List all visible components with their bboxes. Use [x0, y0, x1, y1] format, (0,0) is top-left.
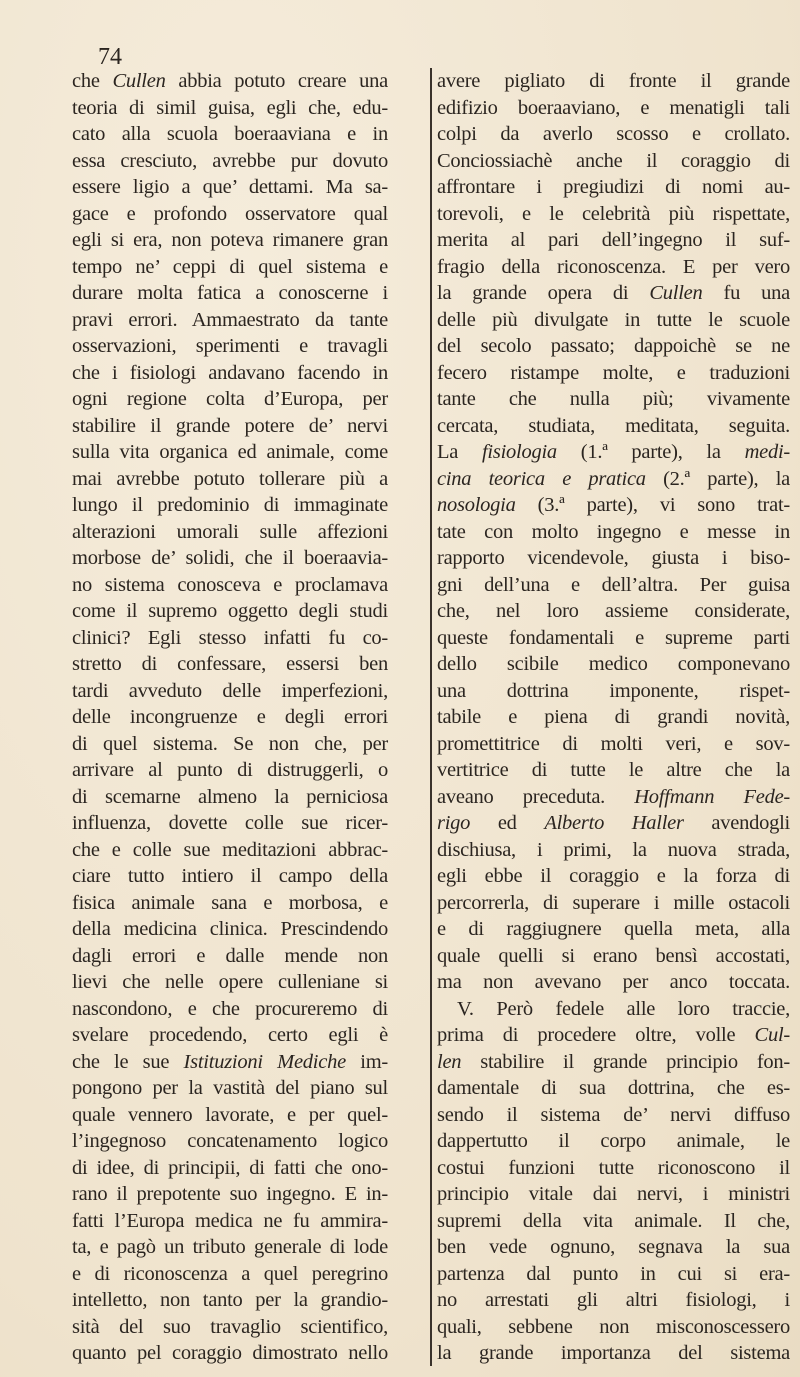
text-line — [437, 943, 790, 970]
text-line — [437, 863, 790, 890]
text-line — [437, 784, 790, 811]
text-line — [72, 1208, 388, 1235]
text-line — [72, 704, 388, 731]
text-segment: sendo il sistema de’ nervi diffuso — [437, 1103, 790, 1126]
text-segment: (1.ª parte), la — [556, 441, 745, 463]
text-segment: affrontare i pregiudizi di nomi au- — [437, 176, 790, 198]
text-segment: lievi che nelle opere culleniane si — [72, 971, 388, 993]
text-line — [437, 280, 790, 307]
text-segment: torevoli, e le celebrità più rispettate, — [437, 202, 790, 225]
text-segment: vertitrice di tutte le altre che la — [437, 759, 790, 781]
text-line — [72, 651, 388, 678]
text-line — [437, 227, 790, 254]
text-segment: aveano preceduta. — [437, 785, 635, 808]
text-line — [72, 545, 388, 572]
text-line — [437, 201, 790, 228]
text-segment: cato alla scuola boeraaviana e in — [72, 123, 388, 145]
italic-text: medi- — [744, 441, 790, 463]
text-segment: quale vennero lavorate, e per quel- — [72, 1103, 388, 1126]
text-line — [437, 731, 790, 758]
text-segment: l’ingegnoso concatenamento logico — [72, 1130, 388, 1152]
text-line — [72, 68, 388, 95]
text-line — [437, 492, 790, 519]
text-line — [72, 148, 388, 175]
italic-text: len — [437, 1050, 462, 1073]
text-line — [437, 1128, 790, 1155]
text-segment: la grande opera di — [437, 282, 650, 304]
text-line — [437, 1022, 790, 1049]
text-line — [437, 757, 790, 784]
text-segment: quali, sebbene non misconoscessero — [437, 1315, 790, 1338]
text-line — [72, 307, 388, 334]
text-segment: delle più divulgate in tutte le scuole — [437, 308, 790, 331]
text-segment: rapporto vicendevole, giusta i biso- — [437, 547, 790, 569]
text-line — [72, 1181, 388, 1208]
text-segment: di scemarne almeno la perniciosa — [72, 785, 388, 808]
text-line — [437, 68, 790, 95]
text-segment: gace e profondo osservatore qual — [72, 202, 388, 225]
text-segment: essere ligio a que’ dettami. Ma sa- — [72, 176, 388, 198]
italic-text: Cullen — [112, 70, 166, 92]
text-segment: sità del suo travaglio scientifico, — [72, 1315, 388, 1338]
text-segment: egli ebbe il coraggio e la forza di — [437, 865, 790, 887]
text-segment: avere pigliato di fronte il grande — [437, 70, 790, 92]
text-line — [72, 1128, 388, 1155]
italic-text: fisiologia — [481, 441, 557, 463]
text-line — [72, 784, 388, 811]
text-segment: di idee, di principii, di fatti che ono- — [72, 1156, 388, 1179]
text-segment: stretto di confessare, essersi ben — [72, 653, 388, 675]
text-line — [437, 1287, 790, 1314]
italic-text: Istituzioni Mediche — [183, 1050, 346, 1073]
text-segment: svelare procedendo, certo egli è — [72, 1024, 388, 1046]
text-segment: dagli errori e dalle mende non — [72, 944, 388, 967]
text-line — [437, 360, 790, 387]
text-segment: ogni regione colta d’Europa, per — [72, 388, 388, 410]
text-line — [72, 969, 388, 996]
text-segment: delle incongruenze e degli errori — [72, 706, 388, 728]
text-line — [72, 996, 388, 1023]
text-segment: teoria di simil guisa, egli che, edu- — [72, 96, 388, 119]
text-segment: gni dell’una e dell’altra. Per guisa — [437, 573, 790, 596]
text-line — [72, 1155, 388, 1182]
text-line — [437, 174, 790, 201]
text-line — [72, 757, 388, 784]
text-segment: di quel sistema. Se non che, per — [72, 732, 388, 755]
text-segment: dello scibile medico componevano — [437, 653, 790, 675]
text-line — [72, 333, 388, 360]
text-line — [437, 307, 790, 334]
text-line — [72, 1049, 388, 1076]
text-segment: morbose de’ solidi, che il boeraavia- — [72, 547, 388, 569]
text-line — [72, 1261, 388, 1288]
text-segment: egli si era, non poteva rimanere gran — [72, 229, 388, 251]
text-line — [72, 890, 388, 917]
text-line — [437, 148, 790, 175]
text-segment: come il supremo oggetto degli studi — [72, 600, 388, 622]
italic-text: Alberto Haller — [544, 812, 684, 834]
page-number: 74 — [98, 44, 122, 70]
text-segment: tante che nulla più; vivamente — [437, 388, 790, 410]
text-segment: partenza dal punto in cui si era- — [437, 1262, 790, 1285]
text-segment: fatti l’Europa medica ne fu ammira- — [72, 1209, 388, 1232]
text-line — [437, 439, 790, 466]
text-line — [437, 95, 790, 122]
text-segment: che, nel loro assieme considerate, — [437, 600, 790, 622]
text-line — [437, 996, 790, 1023]
text-line — [72, 201, 388, 228]
text-segment: queste fondamentali e supreme parti — [437, 626, 790, 649]
text-segment: colpi da averlo scosso e crollato. — [437, 123, 790, 145]
text-segment: ciare tutto intiero il campo della — [72, 865, 388, 887]
text-line — [72, 916, 388, 943]
text-segment: la grande importanza del sistema — [437, 1342, 790, 1364]
text-segment: una dottrina imponente, rispet- — [437, 679, 790, 702]
text-line — [437, 810, 790, 837]
text-segment: fu una — [702, 282, 790, 304]
text-line — [437, 519, 790, 546]
text-line — [437, 678, 790, 705]
text-segment: rano il prepotente suo ingegno. E in- — [72, 1183, 388, 1205]
text-line — [72, 360, 388, 387]
text-segment: intelletto, non tanto per la grandio- — [72, 1289, 388, 1311]
text-segment: lungo il predominio di immaginate — [72, 494, 388, 516]
text-segment: stabilire il grande potere de’ nervi — [72, 414, 388, 437]
text-segment: no sistema conosceva e proclamava — [72, 573, 388, 596]
text-segment: che e colle sue meditazioni abbrac- — [72, 838, 388, 861]
text-line — [437, 1314, 790, 1341]
text-line — [437, 651, 790, 678]
text-segment: che i fisiologi andavano facendo in — [72, 361, 388, 384]
text-segment: pongono per la vastità del piano sul — [72, 1077, 388, 1099]
text-line — [72, 121, 388, 148]
text-segment: quale quelli si erano bensì accostati, — [437, 944, 790, 967]
text-segment: fisica animale sana e morbosa, e — [72, 891, 388, 914]
text-segment: ma non avevano per anco toccata. — [437, 971, 790, 993]
text-line — [437, 121, 790, 148]
left-column — [72, 68, 388, 1367]
text-segment: principio vitale dai nervi, i ministri — [437, 1183, 790, 1205]
text-line — [72, 572, 388, 599]
text-segment: osservazioni, sperimenti e travagli — [72, 335, 388, 357]
text-segment: ta, e pagò un tributo generale di lode — [72, 1236, 388, 1258]
text-segment: nascondono, e che procureremo di — [72, 997, 388, 1020]
text-line — [72, 492, 388, 519]
text-line — [72, 1022, 388, 1049]
text-line — [437, 386, 790, 413]
text-line — [72, 1287, 388, 1314]
text-segment: tardi avveduto delle imperfezioni, — [72, 679, 388, 702]
text-segment: quanto pel coraggio dimostrato nello — [72, 1342, 388, 1364]
text-line — [72, 1234, 388, 1261]
text-segment: V. Però fedele alle loro traccie, — [457, 997, 790, 1020]
text-line — [72, 731, 388, 758]
italic-text: nosologia — [437, 494, 516, 516]
text-line — [437, 1102, 790, 1129]
text-segment: pravi errori. Ammaestrato da tante — [72, 308, 388, 331]
italic-text: Cullen — [649, 282, 703, 304]
text-line — [437, 837, 790, 864]
text-line — [437, 598, 790, 625]
text-segment: stabilire il grande principio fon- — [461, 1050, 790, 1073]
text-line — [437, 1208, 790, 1235]
text-segment: dappertutto il corpo animale, le — [437, 1130, 790, 1152]
text-line — [72, 1075, 388, 1102]
text-line — [437, 890, 790, 917]
text-segment: edifizio boeraaviano, e menatigli tali — [437, 96, 790, 119]
text-line — [437, 1049, 790, 1076]
text-line — [437, 969, 790, 996]
text-line — [72, 625, 388, 652]
text-segment: (2.ª parte), la — [645, 467, 790, 490]
text-segment: costui funzioni tutte riconoscono il — [437, 1156, 790, 1179]
text-segment: Conciossiachè anche il coraggio di — [437, 149, 790, 172]
text-segment: dischiusa, i primi, la nuova strada, — [437, 838, 790, 861]
text-line — [72, 413, 388, 440]
text-segment: ed — [470, 812, 545, 834]
text-segment: ben vede ognuno, segnava la sua — [437, 1236, 790, 1258]
text-line — [72, 386, 388, 413]
text-line — [437, 1181, 790, 1208]
text-line — [437, 1261, 790, 1288]
italic-text: Cul- — [754, 1024, 790, 1046]
text-line — [437, 1075, 790, 1102]
text-segment: cercata, studiata, meditata, seguita. — [437, 414, 790, 437]
text-line — [437, 625, 790, 652]
text-line — [437, 916, 790, 943]
italic-text: Hoffmann Fede- — [634, 785, 790, 808]
text-segment: influenza, dovette colle sue ricer- — [72, 812, 388, 834]
text-line — [72, 863, 388, 890]
text-line — [437, 1155, 790, 1182]
text-segment: La — [437, 441, 482, 463]
text-segment: promettitrice di molti veri, e sov- — [437, 732, 790, 755]
text-segment: e di riconoscenza a quel peregrino — [72, 1262, 388, 1285]
italic-text: cina teorica e pratica — [437, 467, 646, 490]
right-column — [437, 68, 790, 1367]
text-line — [437, 254, 790, 281]
text-line — [72, 678, 388, 705]
text-segment: fragio della riconoscenza. E per vero — [437, 255, 790, 278]
text-segment: durare molta fatica a conoscerne i — [72, 282, 388, 304]
text-line — [437, 1234, 790, 1261]
text-segment: mai avrebbe potuto tollerare più a — [72, 467, 388, 490]
text-line — [437, 704, 790, 731]
text-segment: (3.ª parte), vi sono trat- — [515, 494, 790, 516]
text-segment: e di raggiugnere quella meta, alla — [437, 918, 790, 940]
text-line — [72, 519, 388, 546]
text-line — [72, 254, 388, 281]
text-segment: no arrestati gli altri fisiologi, i — [437, 1289, 790, 1311]
text-line — [437, 572, 790, 599]
text-segment: tabile e piena di grandi novità, — [437, 706, 790, 728]
text-segment: arrivare al punto di distruggerli, o — [72, 759, 388, 781]
text-segment: avendogli — [683, 812, 791, 834]
text-line — [72, 598, 388, 625]
text-segment: tate con molto ingegno e messe in — [437, 520, 790, 543]
text-segment: merita al pari dell’ingegno il suf- — [437, 229, 790, 251]
text-line — [72, 95, 388, 122]
text-line — [72, 1340, 388, 1367]
text-line — [437, 545, 790, 572]
text-line — [72, 174, 388, 201]
text-line — [437, 413, 790, 440]
text-segment: alterazioni umorali sulle affezioni — [72, 520, 388, 543]
text-segment: essa cresciuto, avrebbe pur dovuto — [72, 149, 388, 172]
column-divider — [430, 68, 432, 1366]
text-line — [72, 466, 388, 493]
text-line — [437, 1340, 790, 1367]
text-segment: clinici? Egli stesso infatti fu co- — [72, 626, 388, 649]
text-segment: che — [72, 70, 113, 92]
text-line — [72, 1314, 388, 1341]
text-line — [72, 837, 388, 864]
text-line — [72, 227, 388, 254]
text-line — [72, 1102, 388, 1129]
text-segment: percorrerla, di superare i mille ostacoli — [437, 891, 790, 914]
text-line — [72, 439, 388, 466]
text-segment: prima di procedere oltre, volle — [437, 1024, 755, 1046]
text-segment: che le sue — [72, 1050, 184, 1073]
text-line — [437, 333, 790, 360]
text-line — [72, 280, 388, 307]
text-segment: tempo ne’ ceppi di quel sistema e — [72, 255, 388, 278]
text-segment: im- — [345, 1050, 388, 1073]
italic-text: rigo — [437, 812, 471, 834]
text-line — [437, 466, 790, 493]
text-segment: fecero ristampe molte, e traduzioni — [437, 361, 790, 384]
text-line — [72, 810, 388, 837]
text-segment: damentale di sua dottrina, che es- — [437, 1077, 790, 1099]
text-segment: abbia potuto creare una — [165, 70, 388, 92]
text-line — [72, 943, 388, 970]
text-segment: sulla vita organica ed animale, come — [72, 441, 388, 463]
text-segment: supremi della vita animale. Il che, — [437, 1209, 790, 1232]
text-segment: della medicina clinica. Prescindendo — [72, 918, 388, 940]
text-segment: del secolo passato; dappoichè se ne — [437, 335, 790, 357]
